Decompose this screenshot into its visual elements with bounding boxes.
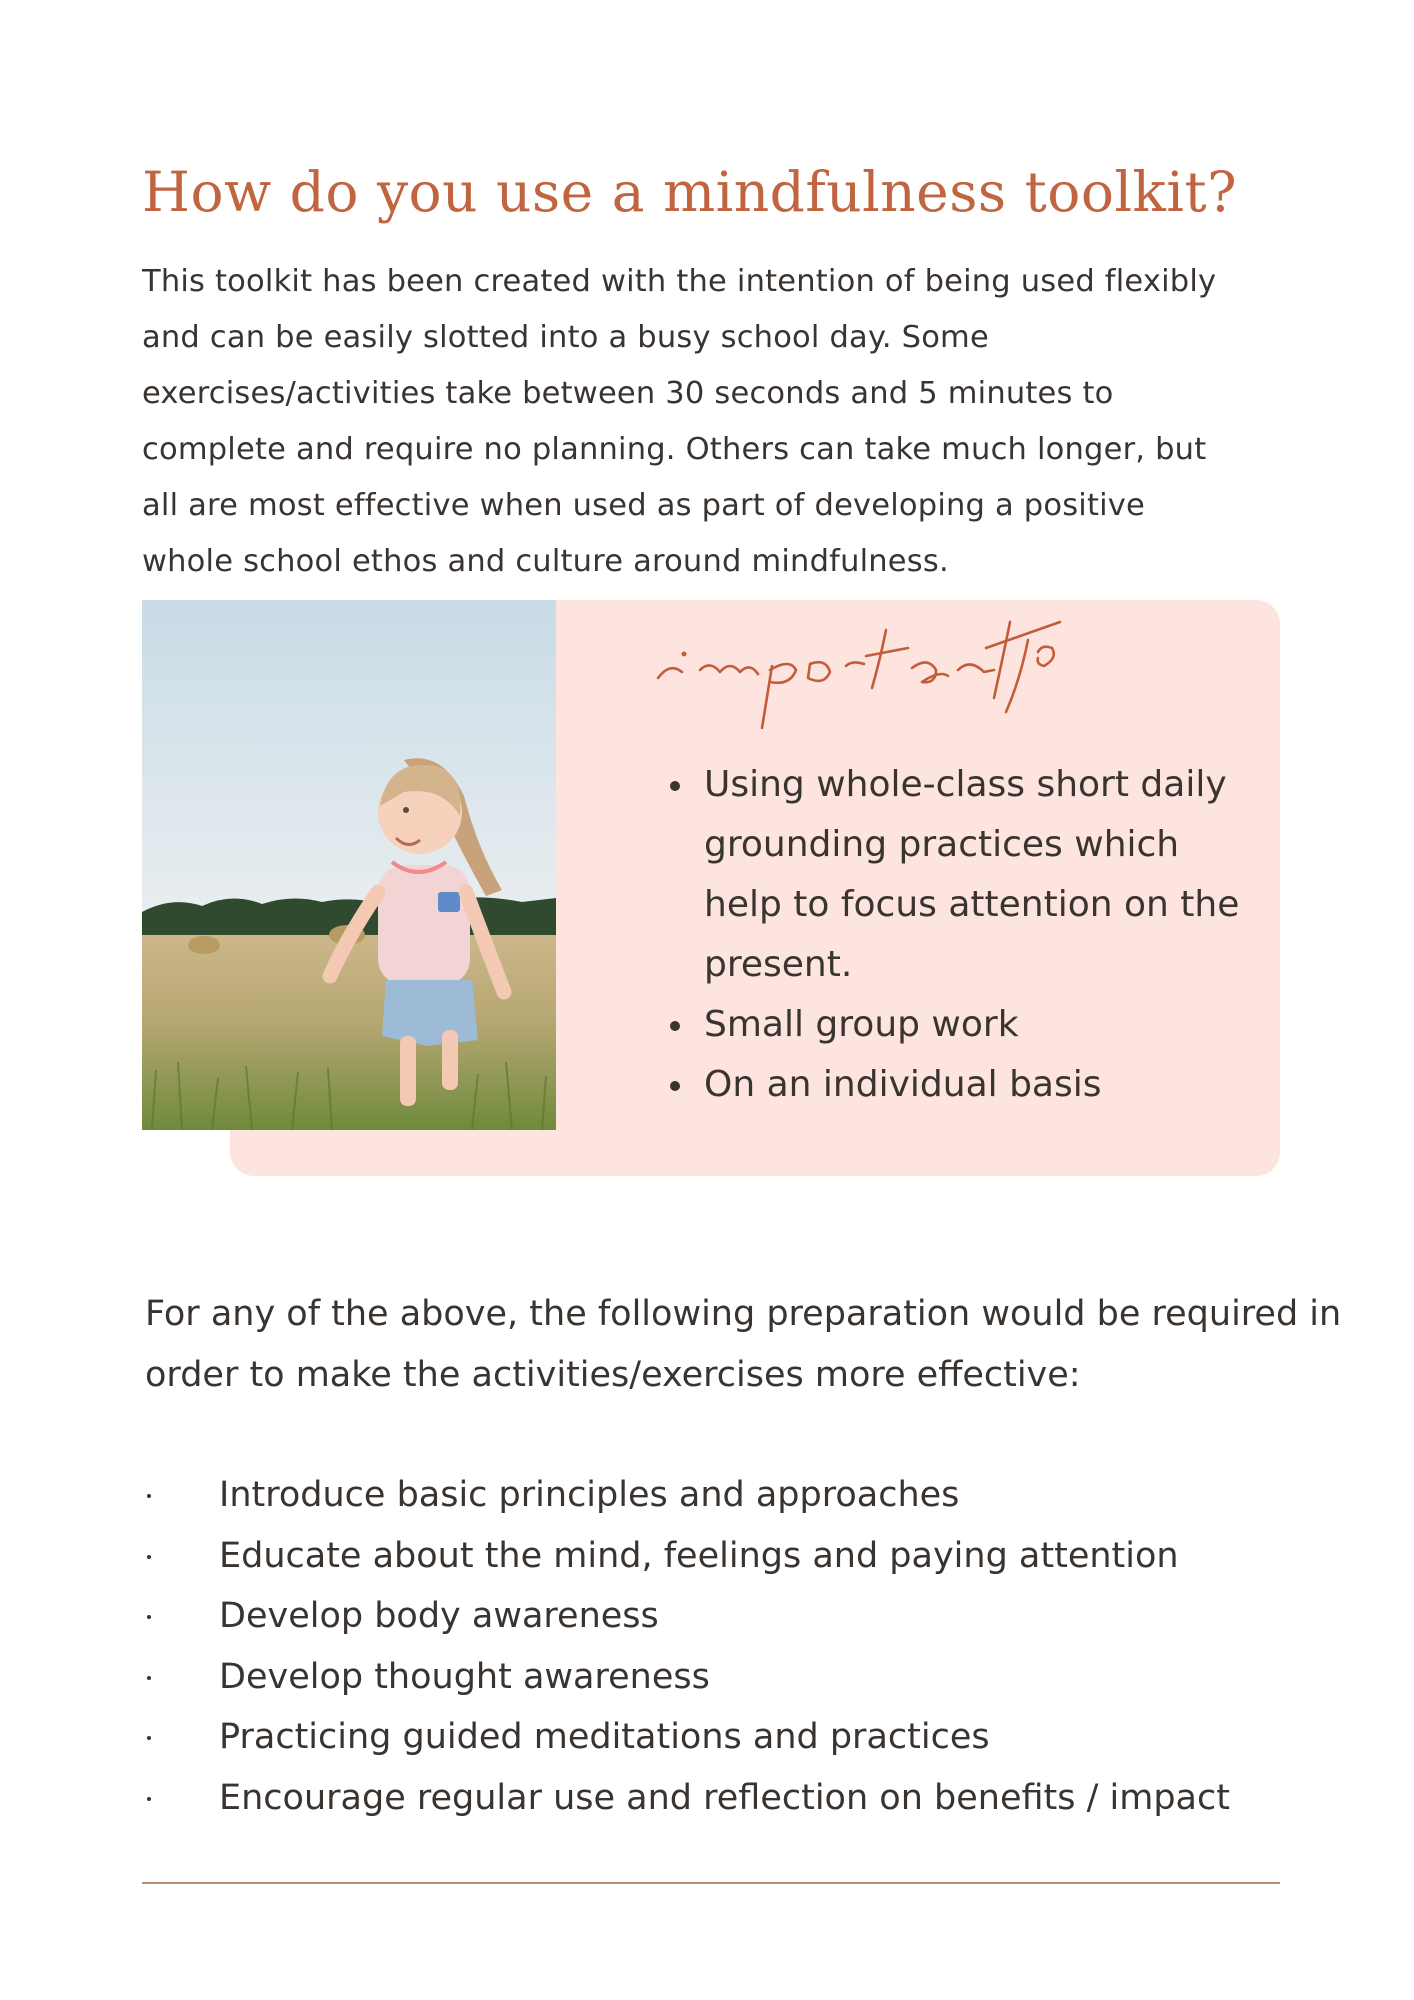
- intro-paragraph: [142, 254, 1222, 590]
- bullet-icon: [670, 1021, 680, 1031]
- preparation-item-text: Develop thought awareness: [219, 1656, 710, 1697]
- tip-item-text: On an individual basis: [704, 1064, 1102, 1105]
- intro-line: whole school ethos and culture around mindfulness.: [142, 544, 949, 579]
- preparation-item-text: Introduce basic principles and approaches: [219, 1475, 960, 1515]
- preparation-list-item: [142, 1526, 1292, 1587]
- preparation-item-text: Develop body awareness: [219, 1596, 659, 1636]
- child-running-photo: [142, 600, 556, 1130]
- preparation-list-item: [142, 1707, 1292, 1768]
- preparation-list-item: [142, 1586, 1292, 1647]
- tip-heading: [640, 600, 1070, 740]
- preparation-list-item: [142, 1465, 1292, 1526]
- bullet-icon: [147, 1494, 151, 1498]
- bullet-icon: [147, 1615, 151, 1619]
- tip-item-text: Small group work: [704, 1004, 1019, 1045]
- page-title: How do you use a mindfulness toolkit?: [142, 160, 1238, 224]
- bullet-icon: [147, 1555, 151, 1559]
- intro-line: exercises/activities take between 30 seconds and 5 minutes to: [142, 376, 1114, 411]
- tip-list-item: [668, 995, 1268, 1055]
- tip-list: [668, 755, 1268, 1115]
- bullet-icon: [147, 1736, 151, 1740]
- bullet-icon: [147, 1676, 151, 1680]
- preparation-intro: [145, 1284, 1342, 1406]
- preparation-item-text: Encourage regular use and reflection on benefits / impact: [219, 1777, 1230, 1818]
- bullet-icon: [670, 1081, 680, 1091]
- tip-list-item: [668, 1055, 1268, 1115]
- bullet-icon: [670, 781, 680, 791]
- preparation-intro-line: order to make the activities/exercises more effective:: [145, 1355, 1081, 1395]
- tip-list-item: [668, 755, 1268, 995]
- bullet-icon: [147, 1797, 151, 1801]
- preparation-intro-line: For any of the above, the following preparation would be required in: [145, 1294, 1342, 1334]
- intro-line: This toolkit has been created with the intention of being used flexibly: [142, 264, 1217, 299]
- preparation-list: [142, 1465, 1292, 1828]
- preparation-item-text: Practicing guided meditations and practices: [219, 1717, 990, 1757]
- intro-line: all are most effective when used as part of developing a positive: [142, 488, 1146, 523]
- preparation-list-item: [142, 1768, 1292, 1829]
- preparation-item-text: Educate about the mind, feelings and paying attention: [219, 1535, 1179, 1576]
- intro-line: complete and require no planning. Others can take much longer, but: [142, 432, 1207, 467]
- preparation-list-item: [142, 1647, 1292, 1708]
- intro-line: and can be easily slotted into a busy school day. Some: [142, 320, 989, 355]
- tip-item-text: Using whole-class short daily grounding practices which help to focus attention on the present.: [704, 764, 1240, 985]
- footer-divider: [142, 1882, 1280, 1884]
